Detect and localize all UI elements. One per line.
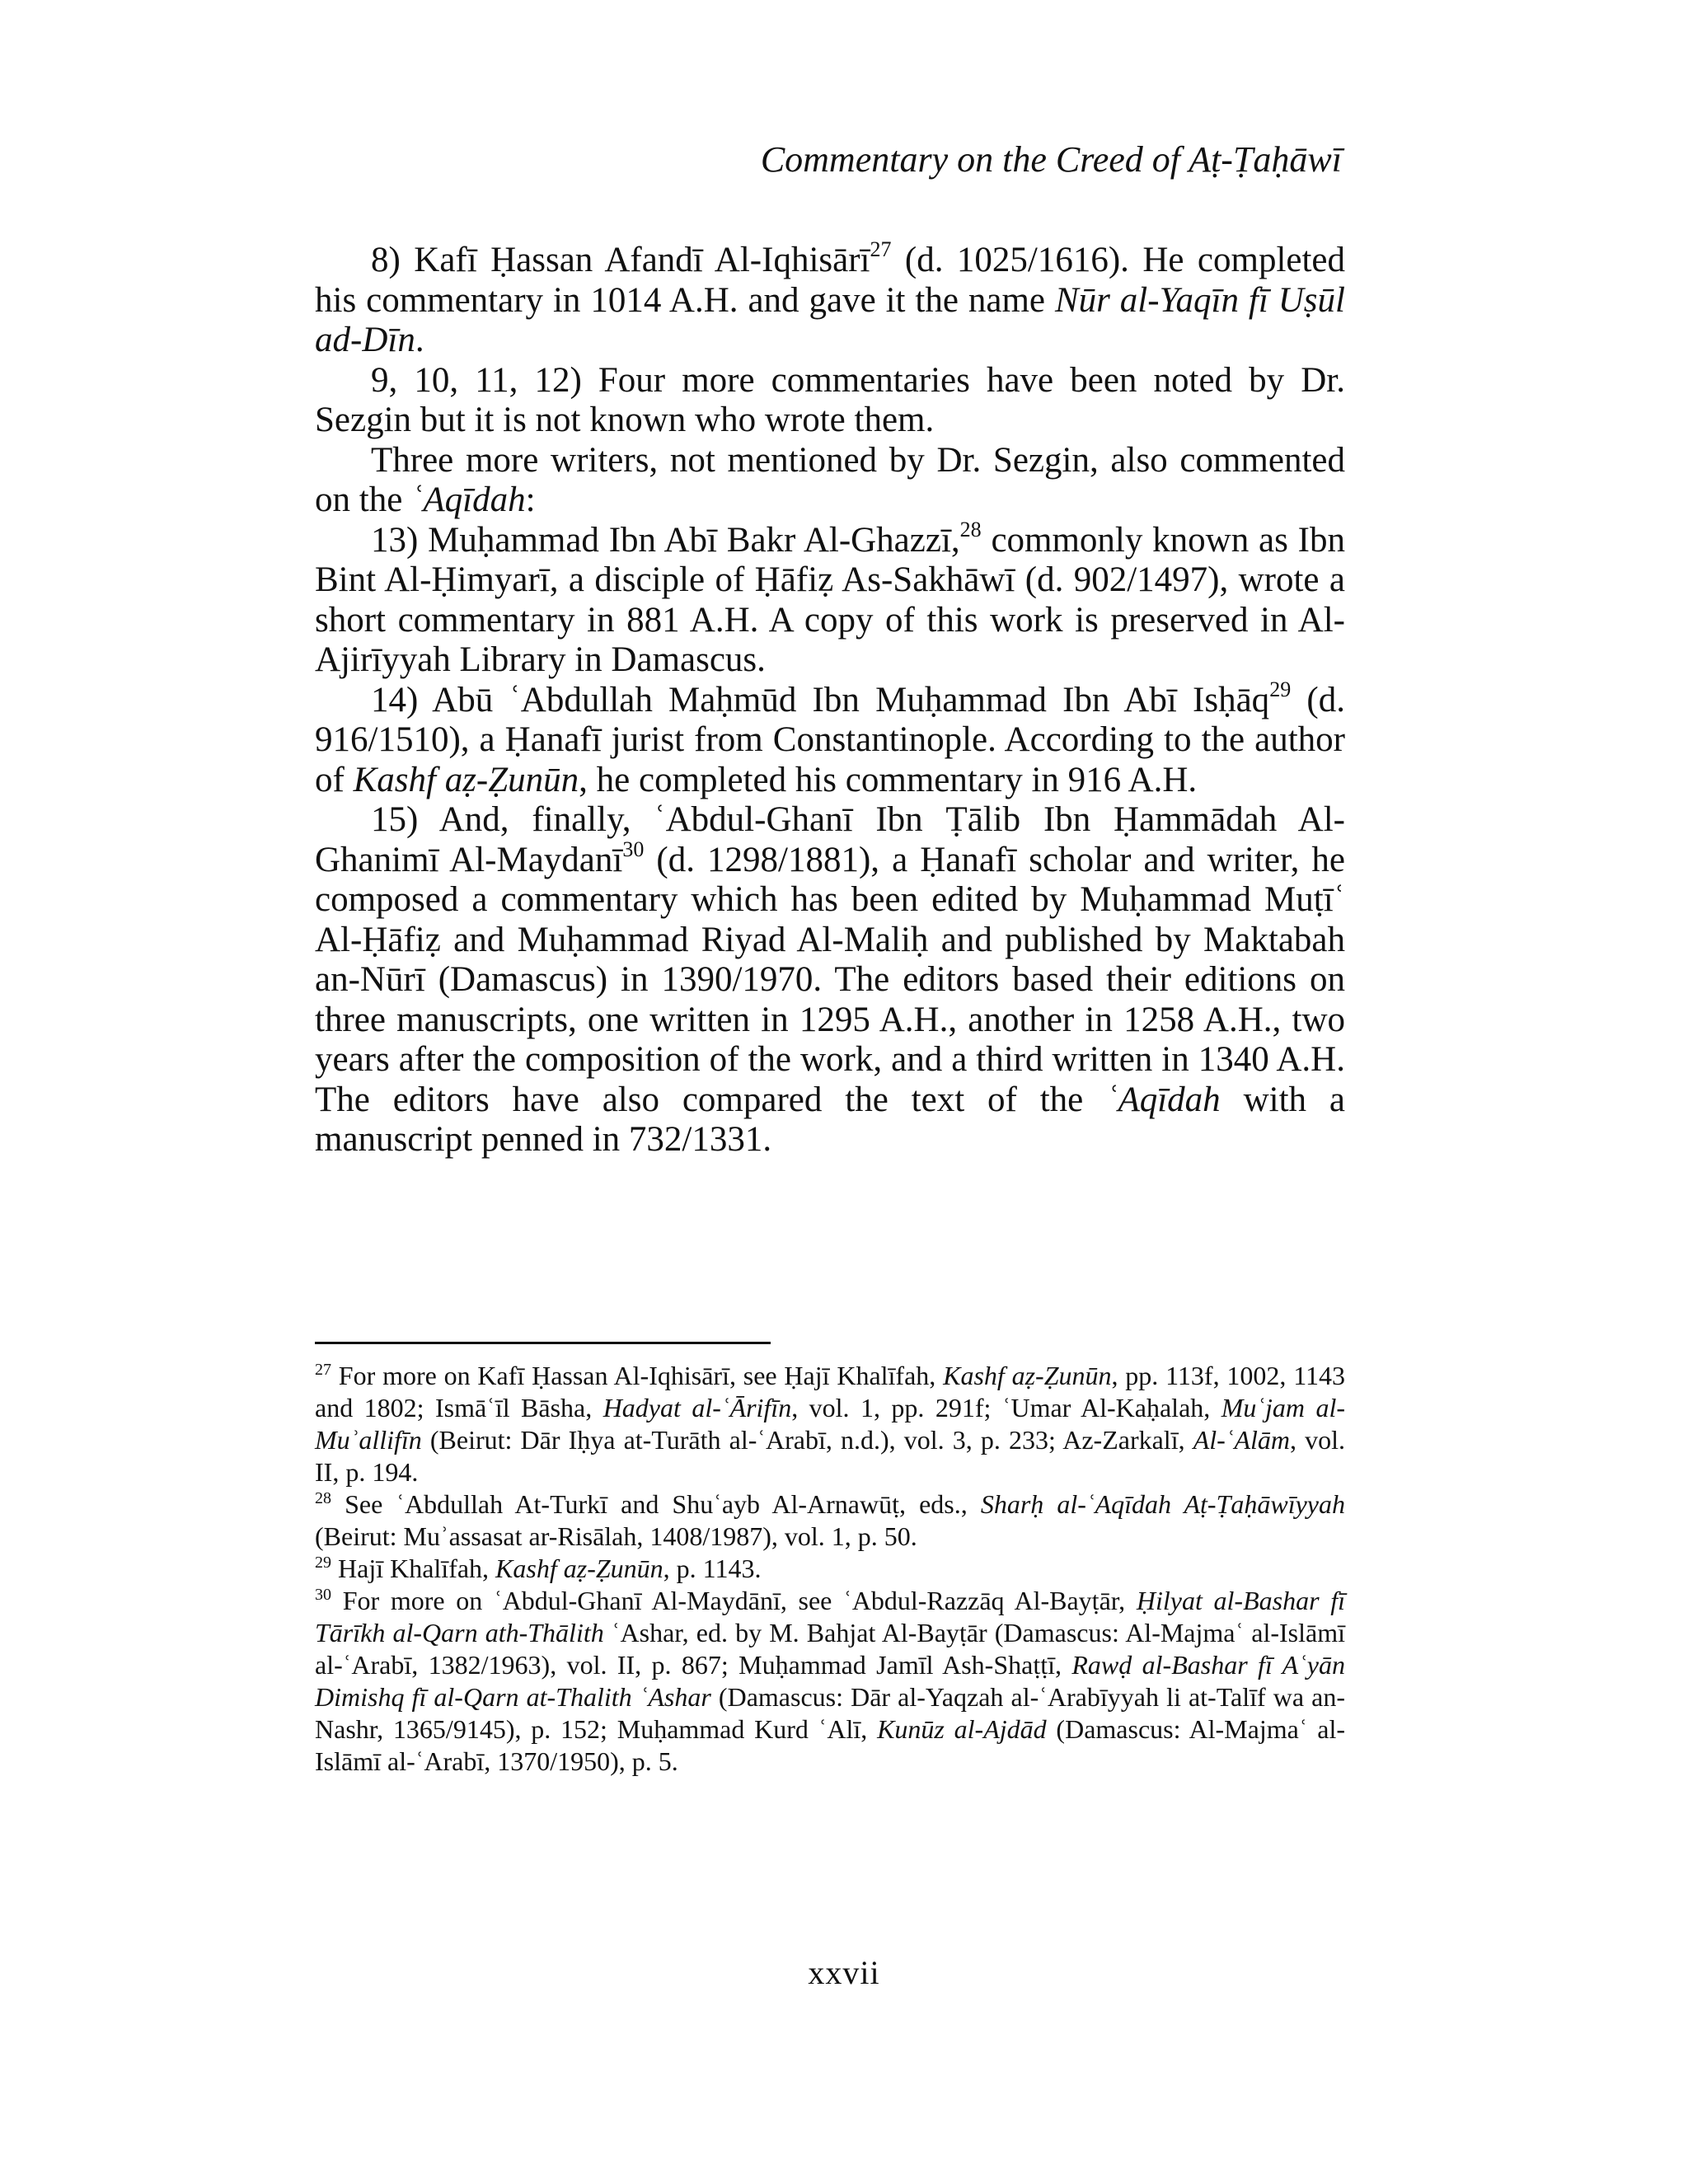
work-title: ʿAqīdah (411, 480, 526, 519)
work-title: Kashf aẓ-Ẓunūn (353, 760, 579, 799)
footnote-ref-27: 27 (870, 237, 892, 261)
paragraph-commentary-15: 15) And, finally, ʿAbdul-Ghanī Ibn Ṭālib Ibn Ḥammādah Al-Ghanimī Al-Maydanī$^{30}$ (d. 1298/1881), a Ḥanafī scholar and writer, he composed a commentary which has been edited by Muḥammad Muṭīʿ Al-Ḥāfiẓ and Muḥammad Riyad Al-Maliḥ and published by Maktabah an-Nūrī (Damascus) in 1390/1970. The editors based their editions on three manuscripts, one written in 1295 A.H., another in 1258 A.H., two years after the composition of the work, and a third written in 1340 A.H. The editors have also compared the text of the ʿAqīdah with a manuscript penned in 732/1331. (315, 800, 1346, 1159)
work-title: ʿAqīdah (1106, 1080, 1221, 1119)
footnote-30: $^{30}$ For more on ʿAbdul-Ghanī Al-Maydānī, see ʿAbdul-Razzāq Al-Bayṭār, Ḥilyat al-Bashar fī Tārīkh al-Qarn ath-Thālith ʿAshar, ed. by M. Bahjat Al-Bayṭār (Damascus: Al-Majmaʿ al-Islāmī al-ʿArabī, 1382/1963), vol. II, p. 867; Muḥammad Jamīl Ash-Shaṭṭī, Rawḍ al-Bashar fī Aʿyān Dimishq fī al-Qarn at-Thalith ʿAshar (Damascus: Dār al-Yaqzah al-ʿArabīyyah li at-Talīf wa an-Nashr, 1365/9145), p. 152; Muḥammad Kurd ʿAlī, Kunūz al-Ajdād (Damascus: Al-Majmaʿ al-Islāmī al-ʿArabī, 1370/1950), p. 5. (315, 1586, 1346, 1776)
footnote-27: $^{27}$ For more on Kafī Ḥassan Al-Iqhisārī, see Ḥajī Khalīfah, Kashf aẓ-Ẓunūn, pp. 113f, 1002, 1143 and 1802; Ismāʿīl Bāsha, Hadyat al-ʿĀrifīn, vol. 1, pp. 291f; ʿUmar Al-Kaḥalah, Muʿjam al-Muʾallifīn (Beirut: Dār Iḥya at-Turāth al-ʿArabī, n.d.), vol. 3, p. 233; Az-Zarkalī, Al-ʿAlām, vol. II, p. 194. (315, 1361, 1346, 1487)
footnote-rule (315, 1342, 771, 1344)
footnotes (315, 1360, 1345, 1778)
paragraph-commentary-14: 14) Abū ʿAbdullah Maḥmūd Ibn Muḥammad Ibn Abī Isḥāq$^{29}$ (d. 916/1510), a Ḥanafī jurist from Constantinople. According to the author of Kashf aẓ-Ẓunūn, he completed his commentary in 916 A.H. (315, 677, 1345, 799)
work-title: Nūr al-Yaqīn fī Uṣūl ad-Dīn (315, 280, 1345, 359)
footnote-ref-28: 28 (959, 517, 982, 541)
paragraph-commentary-8: 8) Kafī Ḥassan Afandī Al-Iqhisārī$^{27}$ (d. 1025/1616). He completed his commentary in 1014 A.H. and gave it the name Nūr al-Yaqīn fī Uṣūl ad-Dīn. (315, 237, 1346, 359)
page-number: xxvii (808, 1954, 880, 1991)
footnote-ref-30: 30 (622, 837, 645, 861)
footnote-ref-29: 29 (1269, 677, 1292, 701)
paragraph-commentary-13: 13) Muḥammad Ibn Abī Bakr Al-Ghazzī,$^{28}$ commonly known as Ibn Bint Al-Ḥimyarī, a disciple of Ḥāfiẓ As-Sakhāwī (d. 902/1497), wrote a short commentary in 881 A.H. A copy of this work is preserved in Al-Ajirīyyah Library in Damascus. (315, 517, 1345, 679)
paragraph-three-more-writers: Three more writers, not mentioned by Dr. Sezgin, also commented on the ʿAqīdah: (315, 440, 1345, 519)
footnote-29: $^{29}$ Hajī Khalīfah, Kashf aẓ-Ẓunūn, p. 1143. (315, 1554, 762, 1583)
body-text (315, 237, 1346, 1160)
running-head: Commentary on the Creed of Aṭ-Ṭaḥāwī (760, 139, 1342, 180)
footnote-28: $^{28}$ See ʿAbdullah At-Turkī and Shuʿayb Al-Arnawūṭ, eds., Sharḥ al-ʿAqīdah Aṭ-Ṭaḥāwīyyah (Beirut: Muʾassasat ar-Risālah, 1408/1987), vol. 1, p. 50. (315, 1489, 1346, 1551)
paragraph-commentary-9-12: 9, 10, 11, 12) Four more commentaries have been noted by Dr. Sezgin but it is not known who wrote them. (315, 360, 1345, 439)
